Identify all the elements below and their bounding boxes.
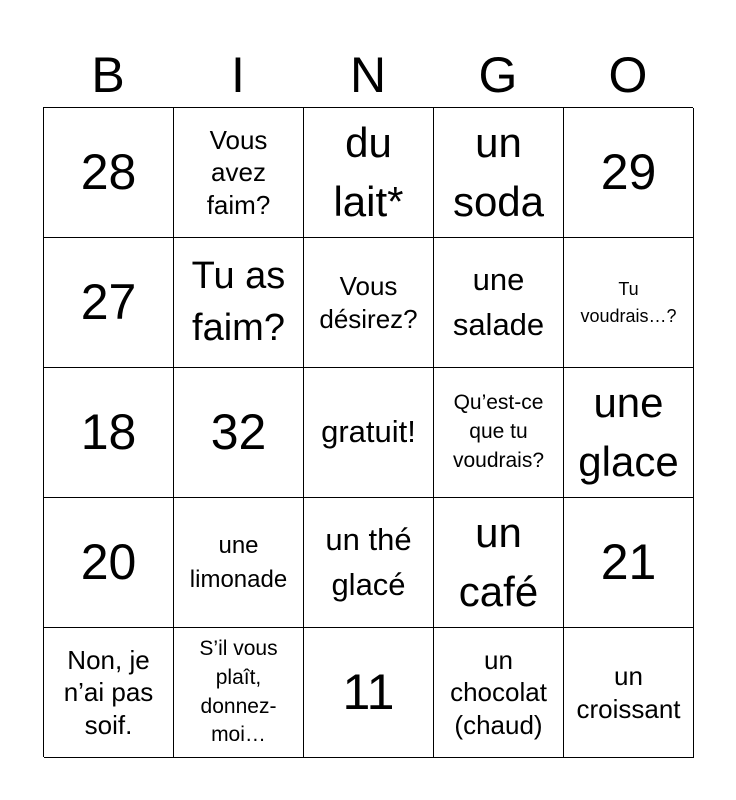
header-letter-n: N — [349, 47, 387, 103]
bingo-cell[interactable] — [304, 628, 434, 758]
bingo-cell-text: une salade — [452, 261, 545, 342]
bingo-cell[interactable] — [44, 368, 174, 498]
bingo-cell-text: une limonade — [189, 532, 288, 593]
header-letter-b: B — [91, 47, 125, 103]
bingo-cell-text: gratuit! — [321, 414, 416, 450]
bingo-cell[interactable] — [44, 628, 174, 758]
bingo-cell[interactable] — [434, 498, 564, 628]
bingo-cell-text: un soda — [452, 118, 545, 225]
bingo-cell-text: Vous désirez? — [319, 271, 418, 334]
bingo-cell-text: un croissant — [576, 661, 681, 724]
bingo-cell-text: 18 — [80, 404, 137, 460]
bingo-cell[interactable] — [304, 108, 434, 238]
bingo-cell-text: Non, je n’ai pas soif. — [63, 644, 154, 740]
bingo-cell[interactable] — [434, 628, 564, 758]
bingo-cell[interactable] — [304, 368, 434, 498]
bingo-cell[interactable] — [304, 498, 434, 628]
bingo-cell[interactable] — [44, 498, 174, 628]
bingo-cell[interactable] — [564, 498, 694, 628]
header-letter-g: G — [478, 47, 518, 103]
bingo-cell[interactable] — [434, 238, 564, 368]
bingo-cell-text: un chocolat (chaud) — [450, 644, 547, 740]
bingo-cell-text: Tu voudrais…? — [580, 279, 677, 326]
bingo-cell-text: Tu as faim? — [191, 255, 286, 349]
bingo-cell[interactable] — [174, 628, 304, 758]
bingo-cell[interactable] — [174, 108, 304, 238]
bingo-cell-text: du lait* — [333, 118, 404, 225]
bingo-cell[interactable] — [434, 108, 564, 238]
bingo-cell[interactable] — [44, 108, 174, 238]
bingo-cell[interactable] — [174, 238, 304, 368]
bingo-cell-text: S’il vous plaît, donnez- moi… — [199, 636, 278, 747]
bingo-cell-text: 20 — [80, 534, 137, 590]
bingo-cell-text: 28 — [80, 144, 137, 200]
header-letter-o: O — [608, 47, 648, 103]
bingo-cell-text: 27 — [80, 274, 137, 330]
bingo-cell[interactable] — [174, 368, 304, 498]
bingo-cell-text: un café — [458, 508, 539, 615]
bingo-cell[interactable] — [564, 238, 694, 368]
bingo-cell-text: Qu’est-ce que tu voudrais? — [452, 391, 545, 472]
bingo-cell[interactable] — [304, 238, 434, 368]
bingo-cell-text: 21 — [600, 534, 657, 590]
bingo-cell-text: 32 — [210, 404, 267, 460]
bingo-header — [43, 44, 693, 106]
bingo-cell[interactable] — [564, 368, 694, 498]
bingo-cell-text: 29 — [600, 144, 657, 200]
bingo-board — [43, 107, 693, 757]
header-letter-i: I — [231, 47, 245, 103]
bingo-cell-text: Vous avez faim? — [206, 124, 271, 220]
bingo-cell-text: 11 — [342, 664, 395, 720]
bingo-cell[interactable] — [564, 108, 694, 238]
bingo-cell-text: une glace — [578, 378, 679, 485]
bingo-cell[interactable] — [564, 628, 694, 758]
bingo-cell[interactable] — [174, 498, 304, 628]
bingo-cell[interactable] — [44, 238, 174, 368]
bingo-cell-text: un thé glacé — [325, 521, 412, 602]
bingo-cell[interactable] — [434, 368, 564, 498]
